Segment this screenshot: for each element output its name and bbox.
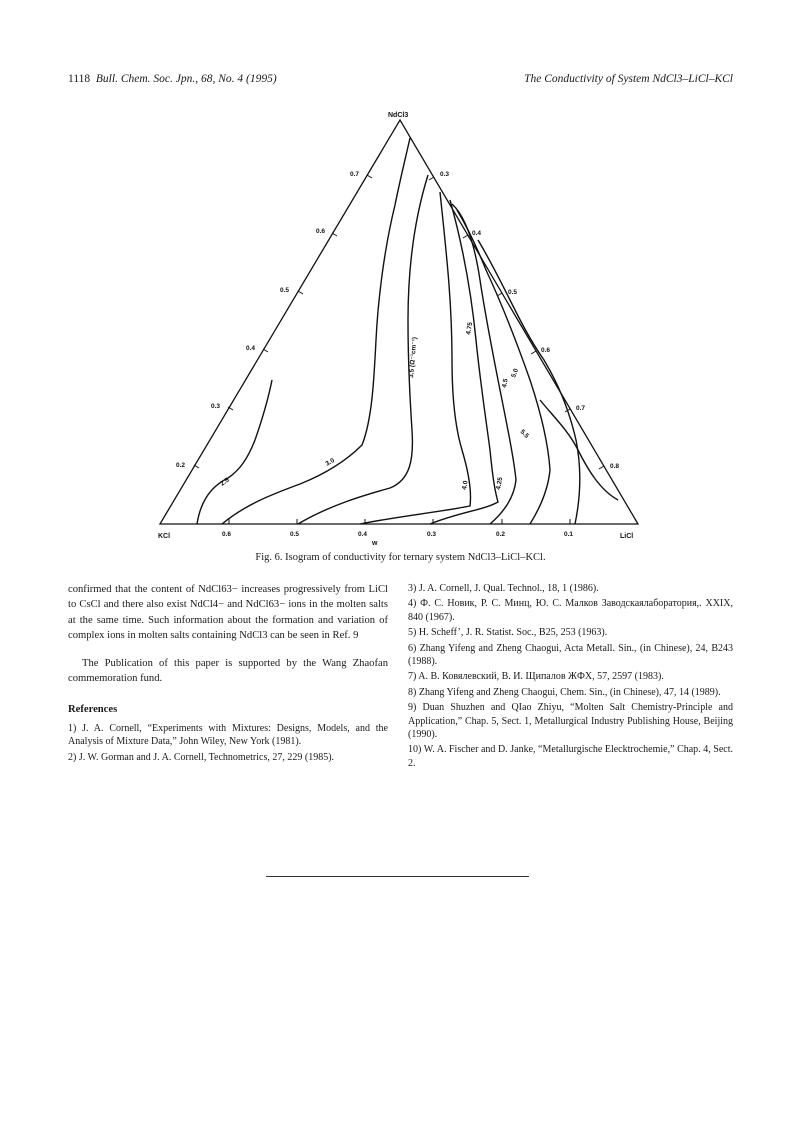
contour-4.25: [430, 200, 498, 524]
right-tick: [599, 466, 604, 469]
right-tick-label: 0.7: [576, 405, 586, 412]
figure-caption: Fig. 6. Isogram of conductivity for ternary system NdCl3–LiCl–KCl.: [255, 552, 546, 563]
left-tick-label: 0.7: [350, 171, 360, 178]
contour-label: 5.0: [510, 367, 520, 379]
contour-4.5: [452, 204, 516, 524]
left-column: [68, 582, 388, 766]
right-tick: [463, 235, 468, 238]
right-column: [408, 582, 733, 772]
contour-label: 3.5 (Ω⁻¹cm⁻¹): [408, 336, 419, 379]
reference-item: 3) J. A. Cornell, J. Qual. Technol., 18, 1 (1986).: [408, 583, 599, 594]
bottom-axis-label: w: [372, 540, 378, 547]
ternary-isogram-figure: [0, 0, 793, 560]
apex-right-label: LiCl: [620, 533, 634, 540]
reference-item: 4) Ф. C. Новик, Р. C. Минц, Ю. C. Малков Заводскаялаборатория,. XXIX, 840 (1967).: [408, 598, 733, 623]
contour-label: 5.5: [518, 428, 530, 440]
right-tick-label: 0.3: [440, 171, 450, 178]
bottom-tick-label: 0.2: [496, 531, 506, 538]
bottom-tick-label: 0.3: [427, 531, 437, 538]
left-tick-label: 0.2: [176, 462, 186, 469]
contour-label: 3.0: [324, 457, 336, 468]
body-paragraph-1: confirmed that the content of NdCl63− increases progressively from LiCl to CsCl and there also exist NdCl4− and NdCl63− ions in the molten salts at the same time. Such information about the formation and variation of complex ions in molten salts containing NdCl3 can be seen in Ref. 9: [68, 584, 388, 642]
contour-label: 4.5: [501, 378, 510, 389]
contour-label: 4.0: [461, 480, 470, 491]
bottom-tick-label: 0.1: [564, 531, 574, 538]
right-tick: [531, 351, 536, 354]
left-tick-label: 0.4: [246, 345, 256, 352]
left-tick-label: 0.3: [211, 403, 221, 410]
bottom-tick-label: 0.4: [358, 531, 368, 538]
contour-label: 4.25: [495, 476, 505, 491]
contour-2.5: [197, 380, 272, 524]
contour-label: 4.75: [465, 321, 475, 336]
reference-item: 8) Zhang Yifeng and Zheng Chaogui, Chem. Sin., (in Chinese), 47, 14 (1989).: [408, 686, 721, 698]
left-tick: [298, 291, 303, 294]
apex-left-label: KCl: [158, 533, 171, 540]
right-tick-label: 0.8: [610, 463, 620, 470]
reference-item: 9) Duan Shuzhen and QIao Zhiyu, “Molten Salt Chemistry-Principle and Application,” Chap. 5, Sect. 1, Metallurgical Industry Publishing House, Beijing (1990).: [408, 702, 733, 741]
reference-item: 7) A. B. Ковялевский, B. И. Щипалов ЖФХ, 57, 2597 (1983).: [408, 671, 664, 683]
apex-top-label: NdCl3: [388, 112, 409, 119]
contour-label: 2.5: [219, 476, 231, 488]
body-paragraph-2: The Publication of this paper is supported by the Wang Zhaofan commemoration fund.: [68, 657, 388, 685]
reference-item: 2) J. W. Gorman and J. A. Cornell, Technometrics, 27, 229 (1985).: [68, 751, 335, 763]
page-number: 1118: [68, 73, 91, 85]
reference-item: 5) H. Scheff’, J. R. Statist. Soc., B25, 253 (1963).: [408, 627, 608, 639]
contour-5.5: [540, 400, 618, 500]
end-rule: [266, 876, 529, 877]
left-tick: [367, 175, 372, 178]
right-tick-label: 0.6: [541, 347, 551, 354]
contour-3.0: [222, 138, 410, 524]
right-tick-label: 0.5: [508, 289, 518, 296]
left-tick: [332, 233, 337, 236]
right-tick-label: 0.4: [472, 230, 482, 237]
right-tick: [429, 177, 434, 180]
left-tick-label: 0.5: [280, 287, 290, 294]
contour-4.75: [457, 210, 550, 524]
journal-citation: Bull. Chem. Soc. Jpn., 68, No. 4 (1995): [95, 73, 277, 85]
bottom-tick-label: 0.5: [290, 531, 300, 538]
reference-item: 6) Zhang Yifeng and Zheng Chaogui, Acta Metall. Sin., (in Chinese), 24, B243 (1988).: [408, 642, 733, 668]
references-heading: References: [68, 704, 118, 716]
triangle-outline: [160, 120, 638, 524]
bottom-tick-label: 0.6: [222, 531, 232, 538]
left-tick-label: 0.6: [316, 228, 326, 235]
reference-item: 1) J. A. Cornell, “Experiments with Mixtures: Designs, Models, and the Analysis of Mixture Data,” John Wiley, New York (1981).: [68, 722, 388, 748]
reference-item: 10) W. A. Fischer and D. Janke, “Metallurgische Elecktrochemie,” Chap. 4, Sect. 2.: [408, 744, 733, 769]
running-title: The Conductivity of System NdCl3–LiCl–KCl: [524, 73, 733, 85]
